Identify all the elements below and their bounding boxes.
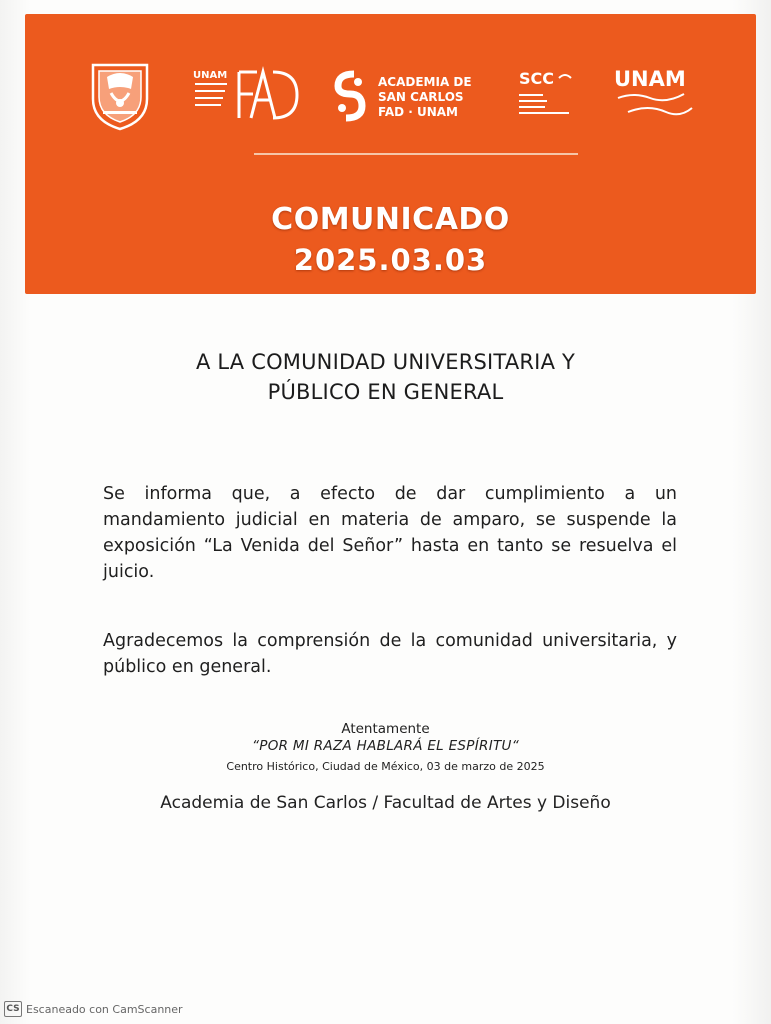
university-motto: “POR MI RAZA HABLARÁ EL ESPÍRITU“ [252,738,519,754]
banner-divider [254,153,578,155]
header-banner [25,14,756,294]
communique-title: COMUNICADO [271,202,510,237]
logo-row [25,62,756,142]
fad-logo-small-text: UNAM [193,70,228,81]
asc-line2: SAN CARLOS [378,90,464,104]
addressee-line-1: A LA COMUNIDAD UNIVERSITARIA Y [195,350,576,374]
thanks-paragraph: Agradecemos la comprensión de la comunidad universitaria, y público en general. [103,631,677,677]
asc-line1: ACADEMIA DE [378,75,472,89]
addressee-line-2: PÚBLICO EN GENERAL [267,380,504,404]
academia-san-carlos-logo [332,68,482,124]
scanner-watermark-text: Escaneado con CamScanner [26,1002,183,1016]
unam-wordmark: UNAM [614,67,686,91]
place-and-date: Centro Histórico, Ciudad de México, 03 de marzo de 2025 [226,760,545,773]
unam-escudo-logo [87,59,153,131]
camscanner-icon: CS [4,1001,22,1017]
fad-logo [193,66,299,122]
closing-text: Atentamente [341,721,430,737]
communique-date: 2025.03.03 [293,243,488,277]
scc-logo [519,66,579,122]
issuing-institution: Academia de San Carlos / Facultad de Artes y Diseño [160,793,611,813]
unam-gran-universidad-logo [614,64,704,120]
scanner-watermark [4,1001,183,1017]
asc-line3: FAD · UNAM [378,105,458,119]
announcement-paragraph: Se informa que, a efecto de dar cumplimiento a un mandamiento judicial en materia de amparo, se suspende la exposición “La Venida del Señor” hasta en tanto se resuelva el juicio. [103,484,677,582]
scc-mark: SCC [519,69,555,88]
